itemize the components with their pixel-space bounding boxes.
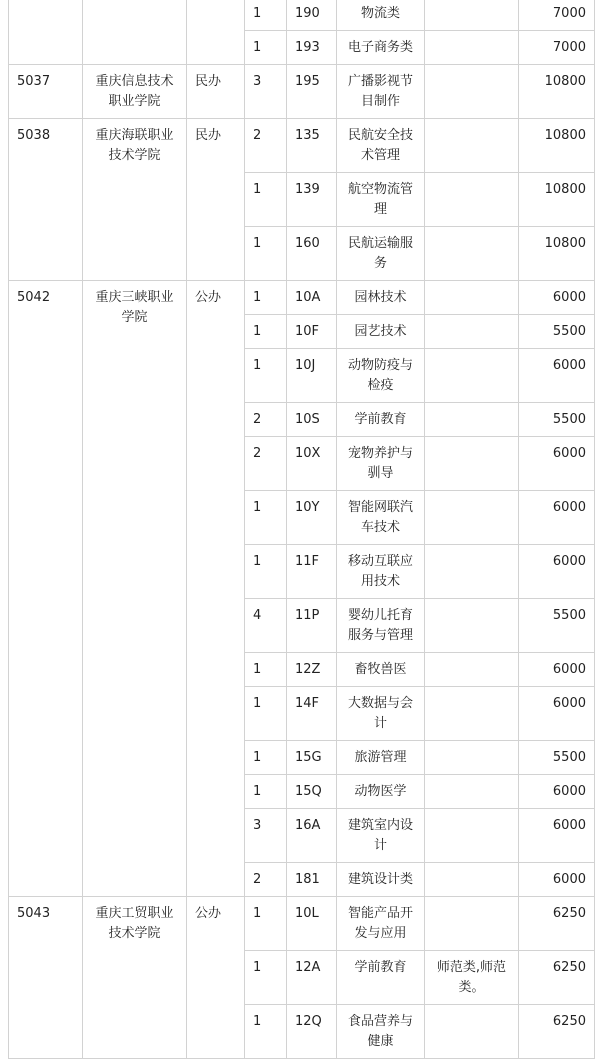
- enrollment-plan-table: [8, 0, 595, 1059]
- table-row: [9, 897, 595, 951]
- school-code-cell: 5042: [9, 281, 83, 897]
- table-row: [9, 65, 595, 119]
- tuition-cell: 6250: [519, 1005, 595, 1059]
- major-code-cell: 139: [287, 173, 337, 227]
- note-cell: [425, 227, 519, 281]
- tuition-cell: 6000: [519, 863, 595, 897]
- note-cell: [425, 741, 519, 775]
- plan-count-cell: 1: [245, 491, 287, 545]
- plan-count-cell: 1: [245, 173, 287, 227]
- note-cell: [425, 897, 519, 951]
- tuition-cell: 6000: [519, 281, 595, 315]
- school-code-cell: 5037: [9, 65, 83, 119]
- plan-count-cell: 1: [245, 315, 287, 349]
- major-name-cell: 智能网联汽车技术: [337, 491, 425, 545]
- major-code-cell: 190: [287, 0, 337, 31]
- school-name-cell: [83, 0, 187, 65]
- note-cell: [425, 863, 519, 897]
- plan-count-cell: 2: [245, 119, 287, 173]
- major-name-cell: 物流类: [337, 0, 425, 31]
- school-name-cell: 重庆海联职业技术学院: [83, 119, 187, 281]
- major-code-cell: 10X: [287, 437, 337, 491]
- school-code-cell: [9, 0, 83, 65]
- major-name-cell: 宠物养护与驯导: [337, 437, 425, 491]
- school-name-cell: 重庆工贸职业技术学院: [83, 897, 187, 1059]
- plan-count-cell: 3: [245, 809, 287, 863]
- school-name-cell: 重庆三峡职业学院: [83, 281, 187, 897]
- note-cell: [425, 65, 519, 119]
- note-cell: [425, 281, 519, 315]
- tuition-cell: 6000: [519, 775, 595, 809]
- tuition-cell: 10800: [519, 119, 595, 173]
- note-cell: 师范类,师范类。: [425, 951, 519, 1005]
- tuition-cell: 10800: [519, 173, 595, 227]
- plan-count-cell: 1: [245, 775, 287, 809]
- major-name-cell: 食品营养与健康: [337, 1005, 425, 1059]
- note-cell: [425, 437, 519, 491]
- major-name-cell: 动物防疫与检疫: [337, 349, 425, 403]
- major-name-cell: 园艺技术: [337, 315, 425, 349]
- major-name-cell: 学前教育: [337, 951, 425, 1005]
- tuition-cell: 6250: [519, 951, 595, 1005]
- tuition-cell: 6000: [519, 491, 595, 545]
- tuition-cell: 5500: [519, 599, 595, 653]
- major-name-cell: 移动互联应用技术: [337, 545, 425, 599]
- major-code-cell: 12Q: [287, 1005, 337, 1059]
- major-code-cell: 10L: [287, 897, 337, 951]
- tuition-cell: 7000: [519, 0, 595, 31]
- note-cell: [425, 599, 519, 653]
- note-cell: [425, 491, 519, 545]
- note-cell: [425, 315, 519, 349]
- table-row: [9, 119, 595, 173]
- school-type-cell: 公办: [187, 897, 245, 1059]
- note-cell: [425, 0, 519, 31]
- tuition-cell: 7000: [519, 31, 595, 65]
- note-cell: [425, 403, 519, 437]
- plan-count-cell: 1: [245, 349, 287, 403]
- plan-count-cell: 2: [245, 863, 287, 897]
- note-cell: [425, 687, 519, 741]
- school-type-cell: 民办: [187, 119, 245, 281]
- plan-count-cell: 4: [245, 599, 287, 653]
- major-code-cell: 12Z: [287, 653, 337, 687]
- note-cell: [425, 1005, 519, 1059]
- major-name-cell: 广播影视节目制作: [337, 65, 425, 119]
- major-code-cell: 10S: [287, 403, 337, 437]
- school-name-cell: 重庆信息技术职业学院: [83, 65, 187, 119]
- plan-count-cell: 1: [245, 227, 287, 281]
- major-name-cell: 园林技术: [337, 281, 425, 315]
- note-cell: [425, 653, 519, 687]
- major-code-cell: 15G: [287, 741, 337, 775]
- note-cell: [425, 119, 519, 173]
- plan-count-cell: 1: [245, 951, 287, 1005]
- tuition-cell: 5500: [519, 315, 595, 349]
- plan-count-cell: 1: [245, 281, 287, 315]
- tuition-cell: 10800: [519, 65, 595, 119]
- major-code-cell: 11F: [287, 545, 337, 599]
- major-name-cell: 电子商务类: [337, 31, 425, 65]
- note-cell: [425, 775, 519, 809]
- major-code-cell: 11P: [287, 599, 337, 653]
- note-cell: [425, 349, 519, 403]
- school-code-cell: 5043: [9, 897, 83, 1059]
- major-name-cell: 旅游管理: [337, 741, 425, 775]
- tuition-cell: 6000: [519, 349, 595, 403]
- major-code-cell: 193: [287, 31, 337, 65]
- plan-count-cell: 3: [245, 65, 287, 119]
- major-code-cell: 181: [287, 863, 337, 897]
- plan-count-cell: 1: [245, 1005, 287, 1059]
- tuition-cell: 6250: [519, 897, 595, 951]
- plan-count-cell: 2: [245, 403, 287, 437]
- major-name-cell: 航空物流管理: [337, 173, 425, 227]
- plan-count-cell: 1: [245, 31, 287, 65]
- major-code-cell: 10Y: [287, 491, 337, 545]
- school-type-cell: 民办: [187, 65, 245, 119]
- plan-count-cell: 1: [245, 545, 287, 599]
- table-row: [9, 0, 595, 31]
- major-code-cell: 160: [287, 227, 337, 281]
- note-cell: [425, 809, 519, 863]
- tuition-cell: 6000: [519, 653, 595, 687]
- tuition-cell: 5500: [519, 741, 595, 775]
- school-code-cell: 5038: [9, 119, 83, 281]
- major-name-cell: 动物医学: [337, 775, 425, 809]
- major-name-cell: 学前教育: [337, 403, 425, 437]
- table-body: [9, 0, 595, 1059]
- major-code-cell: 14F: [287, 687, 337, 741]
- note-cell: [425, 545, 519, 599]
- plan-count-cell: 1: [245, 653, 287, 687]
- major-name-cell: 民航安全技术管理: [337, 119, 425, 173]
- plan-count-cell: 1: [245, 687, 287, 741]
- tuition-cell: 10800: [519, 227, 595, 281]
- tuition-cell: 6000: [519, 545, 595, 599]
- note-cell: [425, 31, 519, 65]
- plan-count-cell: 1: [245, 0, 287, 31]
- school-type-cell: [187, 0, 245, 65]
- major-name-cell: 大数据与会计: [337, 687, 425, 741]
- major-code-cell: 16A: [287, 809, 337, 863]
- major-name-cell: 智能产品开发与应用: [337, 897, 425, 951]
- major-name-cell: 畜牧兽医: [337, 653, 425, 687]
- plan-count-cell: 1: [245, 741, 287, 775]
- plan-count-cell: 1: [245, 897, 287, 951]
- major-code-cell: 195: [287, 65, 337, 119]
- major-code-cell: 135: [287, 119, 337, 173]
- major-code-cell: 10J: [287, 349, 337, 403]
- major-code-cell: 12A: [287, 951, 337, 1005]
- tuition-cell: 6000: [519, 809, 595, 863]
- note-cell: [425, 173, 519, 227]
- major-code-cell: 15Q: [287, 775, 337, 809]
- tuition-cell: 6000: [519, 687, 595, 741]
- major-name-cell: 建筑室内设计: [337, 809, 425, 863]
- plan-count-cell: 2: [245, 437, 287, 491]
- tuition-cell: 5500: [519, 403, 595, 437]
- major-code-cell: 10A: [287, 281, 337, 315]
- major-name-cell: 民航运输服务: [337, 227, 425, 281]
- major-code-cell: 10F: [287, 315, 337, 349]
- tuition-cell: 6000: [519, 437, 595, 491]
- major-name-cell: 婴幼儿托育服务与管理: [337, 599, 425, 653]
- major-name-cell: 建筑设计类: [337, 863, 425, 897]
- school-type-cell: 公办: [187, 281, 245, 897]
- table-row: [9, 281, 595, 315]
